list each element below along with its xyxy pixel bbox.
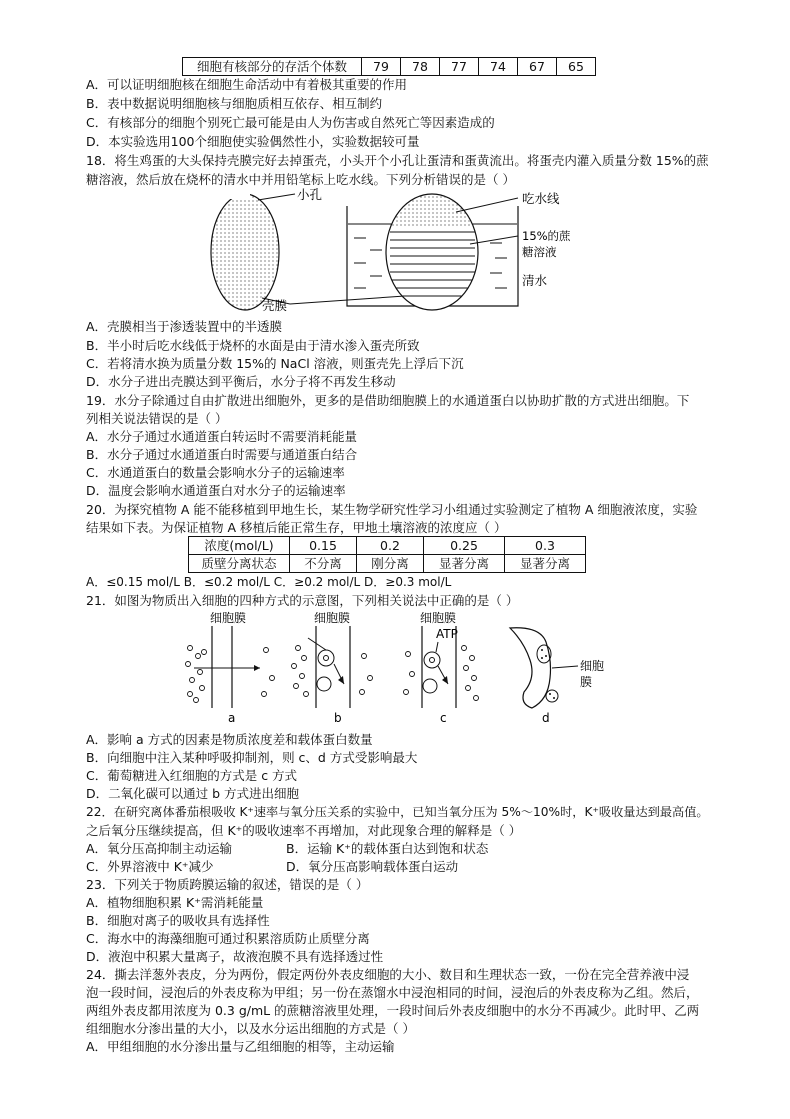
q22-option-c: C．外界溶液中 K⁺减少 xyxy=(86,859,214,874)
table-cell: 77 xyxy=(440,58,479,76)
q22-stem-line1: 22．在研究离体番茄根吸收 K⁺速率与氧分压关系的实验中，已知当氧分压为 5%～10%时，K⁺吸收量达到最高值。 xyxy=(86,805,709,819)
q22-option-a: A．氧分压高抑制主动运输 xyxy=(86,841,233,856)
survival-table xyxy=(182,57,596,76)
cell-membrane-label-1: 细胞 xyxy=(580,659,605,673)
q18-stem-line2: 糖溶液，然后放在烧杯的清水中并用铅笔标上吃水线。下列分析错误的是（ ） xyxy=(86,172,515,187)
table-cell: 浓度(mol/L) xyxy=(189,537,290,555)
q19-option-a: A．水分子通过水通道蛋白转运时不需要消耗能量 xyxy=(86,429,358,444)
left-egg xyxy=(211,194,279,310)
q22-stem-line2: 之后氧分压继续提高，但 K⁺的吸收速率不再增加，对此现象合理的解释是（ ） xyxy=(86,823,522,838)
q23-stem: 23．下列关于物质跨膜运输的叙述，错误的是（ ） xyxy=(86,877,369,892)
label-waterline: 吃水线 xyxy=(522,191,560,206)
transport-methods-figure xyxy=(180,608,630,730)
table-cell: 0.15 xyxy=(290,537,357,555)
table-row xyxy=(183,58,596,76)
label-sugar-2: 糖溶液 xyxy=(522,245,557,259)
q24-stem-line1: 24．撕去洋葱外表皮，分为两份，假定两份外表皮细胞的大小、数目和生理状态一致，一份在完全营养液中浸 xyxy=(86,967,690,982)
label-b: b xyxy=(334,711,342,725)
egg-hole xyxy=(230,192,250,199)
label-hole: 小孔 xyxy=(297,188,323,202)
q21-option-c: C．葡萄糖进入红细胞的方式是 c 方式 xyxy=(86,768,298,783)
q19-option-c: C．水通道蛋白的数量会影响水分子的运输速率 xyxy=(86,465,345,480)
q18-option-c: C．若将清水换为质量分数 15%的 NaCl 溶液，则蛋壳先上浮后下沉 xyxy=(86,356,464,371)
table-row xyxy=(189,555,586,573)
label-sugar-1: 15%的蔗 xyxy=(522,229,571,243)
q23-option-a: A．植物细胞积累 K⁺需消耗能量 xyxy=(86,895,264,910)
table-cell: 质壁分离状态 xyxy=(189,555,290,573)
q24-stem-line4: 组细胞水分渗出量的大小，以及水分运出细胞的方式是（ ） xyxy=(86,1021,415,1036)
table-cell: 不分离 xyxy=(290,555,357,573)
q19-option-d: D．温度会影响水通道蛋白对水分子的运输速率 xyxy=(86,483,346,498)
membrane-label: 细胞膜 xyxy=(420,611,457,625)
cell-membrane-label-2: 膜 xyxy=(580,675,593,689)
q20-stem-line1: 20．为探究植物 A 能不能移植到甲地生长，某生物学研究性学习小组通过实验测定了植物 A 细胞液浓度，实验 xyxy=(86,502,698,517)
q20-stem-line2: 结果如下表。为保证植物 A 移植后能正常生存，甲地土壤溶液的浓度应（ ） xyxy=(86,520,507,535)
q18-option-a: A．壳膜相当于渗透装置中的半透膜 xyxy=(86,319,283,334)
q22-option-d: D．氧分压高影响载体蛋白运动 xyxy=(286,859,459,874)
q23-option-d: D．液泡中积累大量离子，故液泡膜不具有选择透过性 xyxy=(86,949,384,964)
label-a: a xyxy=(228,711,236,725)
table-cell: 65 xyxy=(557,58,596,76)
q17-option-d: D．本实验选用100个细胞使实验偶然性小，实验数据较可量 xyxy=(86,134,420,149)
q17-option-b: B．表中数据说明细胞核与细胞质相互依存、相互制约 xyxy=(86,96,383,111)
table-cell: 0.25 xyxy=(424,537,505,555)
q21-option-a: A．影响 a 方式的因素是物质浓度差和载体蛋白数量 xyxy=(86,732,373,747)
table-cell: 78 xyxy=(401,58,440,76)
q19-stem-line1: 19．水分子除通过自由扩散进出细胞外，更多的是借助细胞膜上的水通道蛋白以协助扩散的方式进出细胞。下 xyxy=(86,393,690,408)
table-cell: 0.2 xyxy=(357,537,424,555)
q21-stem: 21．如图为物质出入细胞的四种方式的示意图，下列相关说法中正确的是（ ） xyxy=(86,593,519,608)
q24-stem-line3: 两组外表皮都用浓度为 0.3 g/mL 的蔗糖溶液里处理，一段时间后外表皮细胞中的水分不再减少。此时甲、乙两 xyxy=(86,1003,700,1018)
table-cell: 74 xyxy=(479,58,518,76)
membrane-label: 细胞膜 xyxy=(210,611,247,625)
table-row xyxy=(189,537,586,555)
egg-osmosis-figure xyxy=(200,188,600,316)
q17-option-a: A．可以证明细胞核在细胞生命活动中有着极其重要的作用 xyxy=(86,77,408,92)
q19-option-b: B．水分子通过水通道蛋白时需要与通道蛋白结合 xyxy=(86,447,358,462)
q21-option-d: D．二氧化碳可以通过 b 方式进出细胞 xyxy=(86,786,300,801)
q23-option-c: C．海水中的海藻细胞可通过积累溶质防止质壁分离 xyxy=(86,931,370,946)
q20-options: A．≤0.15 mol/L B．≤0.2 mol/L C．≥0.2 mol/L D．≥0.3 mol/L xyxy=(86,575,452,589)
table-cell: 67 xyxy=(518,58,557,76)
label-water: 清水 xyxy=(522,273,548,288)
membrane-label: 细胞膜 xyxy=(314,611,351,625)
q23-option-b: B．细胞对离子的吸收具有选择性 xyxy=(86,913,270,928)
q17-option-c: C．有核部分的细胞个别死亡最可能是由人为伤害或自然死亡等因素造成的 xyxy=(86,115,495,130)
table-cell: 79 xyxy=(362,58,401,76)
table-cell: 细胞有核部分的存活个体数 xyxy=(183,58,362,76)
q21-option-b: B．向细胞中注入某种呼吸抑制剂，则 c、d 方式受影响最大 xyxy=(86,750,418,765)
table-cell: 显著分离 xyxy=(424,555,505,573)
table-cell: 刚分离 xyxy=(357,555,424,573)
q19-stem-line2: 列相关说法错误的是（ ） xyxy=(86,411,228,426)
q24-option-a: A．甲组细胞的水分渗出量与乙组细胞的相等，主动运输 xyxy=(86,1039,395,1054)
panel-d xyxy=(510,628,604,725)
label-c: c xyxy=(440,711,447,725)
panel-c xyxy=(404,611,479,725)
q22-option-b: B．运输 K⁺的载体蛋白达到饱和状态 xyxy=(286,841,489,856)
label-d: d xyxy=(542,711,550,725)
q18-option-d: D．水分子进出壳膜达到平衡后，水分子将不再发生移动 xyxy=(86,374,396,389)
table-cell: 0.3 xyxy=(505,537,586,555)
q18-stem-line1: 18．将生鸡蛋的大头保持壳膜完好去掉蛋壳，小头开个小孔让蛋清和蛋黄流出。将蛋壳内灌入质量分数 15%的蔗 xyxy=(86,153,709,168)
label-shell: 壳膜 xyxy=(262,298,288,313)
atp-label: ATP xyxy=(436,627,458,641)
table-cell: 显著分离 xyxy=(505,555,586,573)
q24-stem-line2: 泡一段时间，浸泡后的外表皮称为甲组；另一份在蒸馏水中浸泡相同的时间，浸泡后的外表皮称为乙组。然后， xyxy=(86,985,699,1000)
panel-b xyxy=(292,611,373,725)
plasmolysis-table xyxy=(188,536,586,573)
q18-option-b: B．半小时后吃水线低于烧杯的水面是由于清水渗入蛋壳所致 xyxy=(86,338,420,353)
panel-a xyxy=(186,611,275,725)
